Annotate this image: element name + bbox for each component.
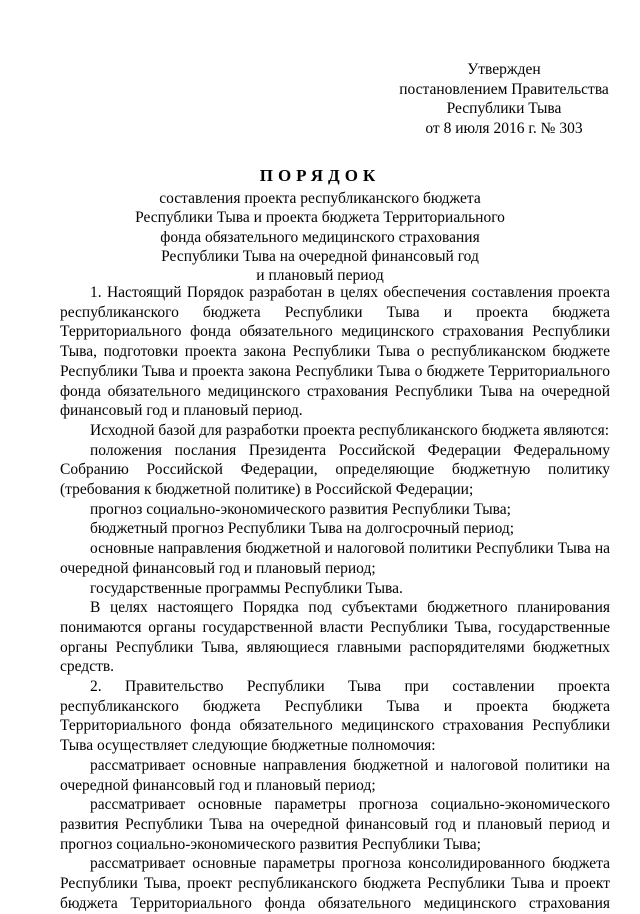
body-paragraph: прогноз социально-экономического развития Республики Тыва; — [90, 500, 511, 518]
approval-line: от 8 июля 2016 г. № 303 — [425, 119, 583, 137]
subtitle-line: составления проекта республиканского бюджета — [159, 190, 481, 207]
subtitle-line: фонда обязательного медицинского страхования — [160, 228, 480, 246]
title-block — [60, 165, 580, 285]
body-paragraph: В целях настоящего Порядка под субъектами бюджетного планирования понимаются органы государственной власти Республики Тыва, государственные органы Республики Тыва, являющиеся главными распорядителями бюджетных средств. — [60, 599, 610, 676]
body-paragraph: рассматривает основные направления бюджетной и налоговой политики на очередной финансовый год и плановый период; — [60, 756, 610, 794]
body-paragraph: 1. Настоящий Порядок разработан в целях обеспечения составления проекта республиканского бюджета Республики Тыва и проекта бюджета Территориального фонда обязательного медицинского страхования Республики Тыва, подготовки проекта закона Республики Тыва о республиканском бюджете Республики Тыва и проекта закона Республики Тыва о бюджете Территориального фонда обязательного медицинского страхования Республики Тыва на очередной финансовый год и плановый период. — [60, 284, 610, 420]
document-title: ПОРЯДОК — [259, 166, 381, 185]
document-body — [60, 283, 610, 914]
subtitle-line: и плановый период — [256, 267, 384, 285]
body-paragraph: 2. Правительство Республики Тыва при составлении проекта республиканского бюджета Республики Тыва и проекта бюджета Территориального фонда обязательного медицинского страхования Республики Тыва осуществляет следующие бюджетные полномочия: — [60, 678, 610, 755]
approval-line: Республики Тыва — [446, 100, 562, 117]
body-paragraph: рассматривает основные параметры прогноза социально-экономического развития Республики Тыва на очередной финансовый год и плановый период и прогноз социально-экономического развития Республики Тыва; — [60, 796, 610, 853]
subtitle-line: Республики Тыва на очередной финансовый год — [161, 247, 479, 265]
approval-line: Утвержден — [467, 61, 541, 78]
body-paragraph: рассматривает основные параметры прогноза консолидированного бюджета Республики Тыва, проект республиканского бюджета Республики Тыва и проект бюджета Территориального фонда обязательного медицинского страхования — [60, 855, 610, 912]
body-paragraph: бюджетный прогноз Республики Тыва на долгосрочный период; — [90, 520, 515, 538]
body-paragraph: Исходной базой для разработки проекта республиканского бюджета являются: — [90, 421, 610, 439]
body-paragraph: основные направления бюджетной и налоговой политики Республики Тыва на очередной финансовый год и плановый период; — [60, 540, 610, 577]
body-paragraph: положения послания Президента Российской Федерации Федеральному Собранию Российской Федерации, определяющие бюджетную политику (требования к бюджетной политике) в Российской Федерации; — [60, 441, 610, 499]
body-paragraph: государственные программы Республики Тыва. — [90, 579, 403, 597]
subtitle-line: Республики Тыва и проекта бюджета Территориального — [135, 209, 505, 227]
approval-line: постановлением Правительства — [399, 80, 609, 98]
approval-stamp — [384, 60, 624, 138]
document-subtitle — [60, 189, 580, 285]
